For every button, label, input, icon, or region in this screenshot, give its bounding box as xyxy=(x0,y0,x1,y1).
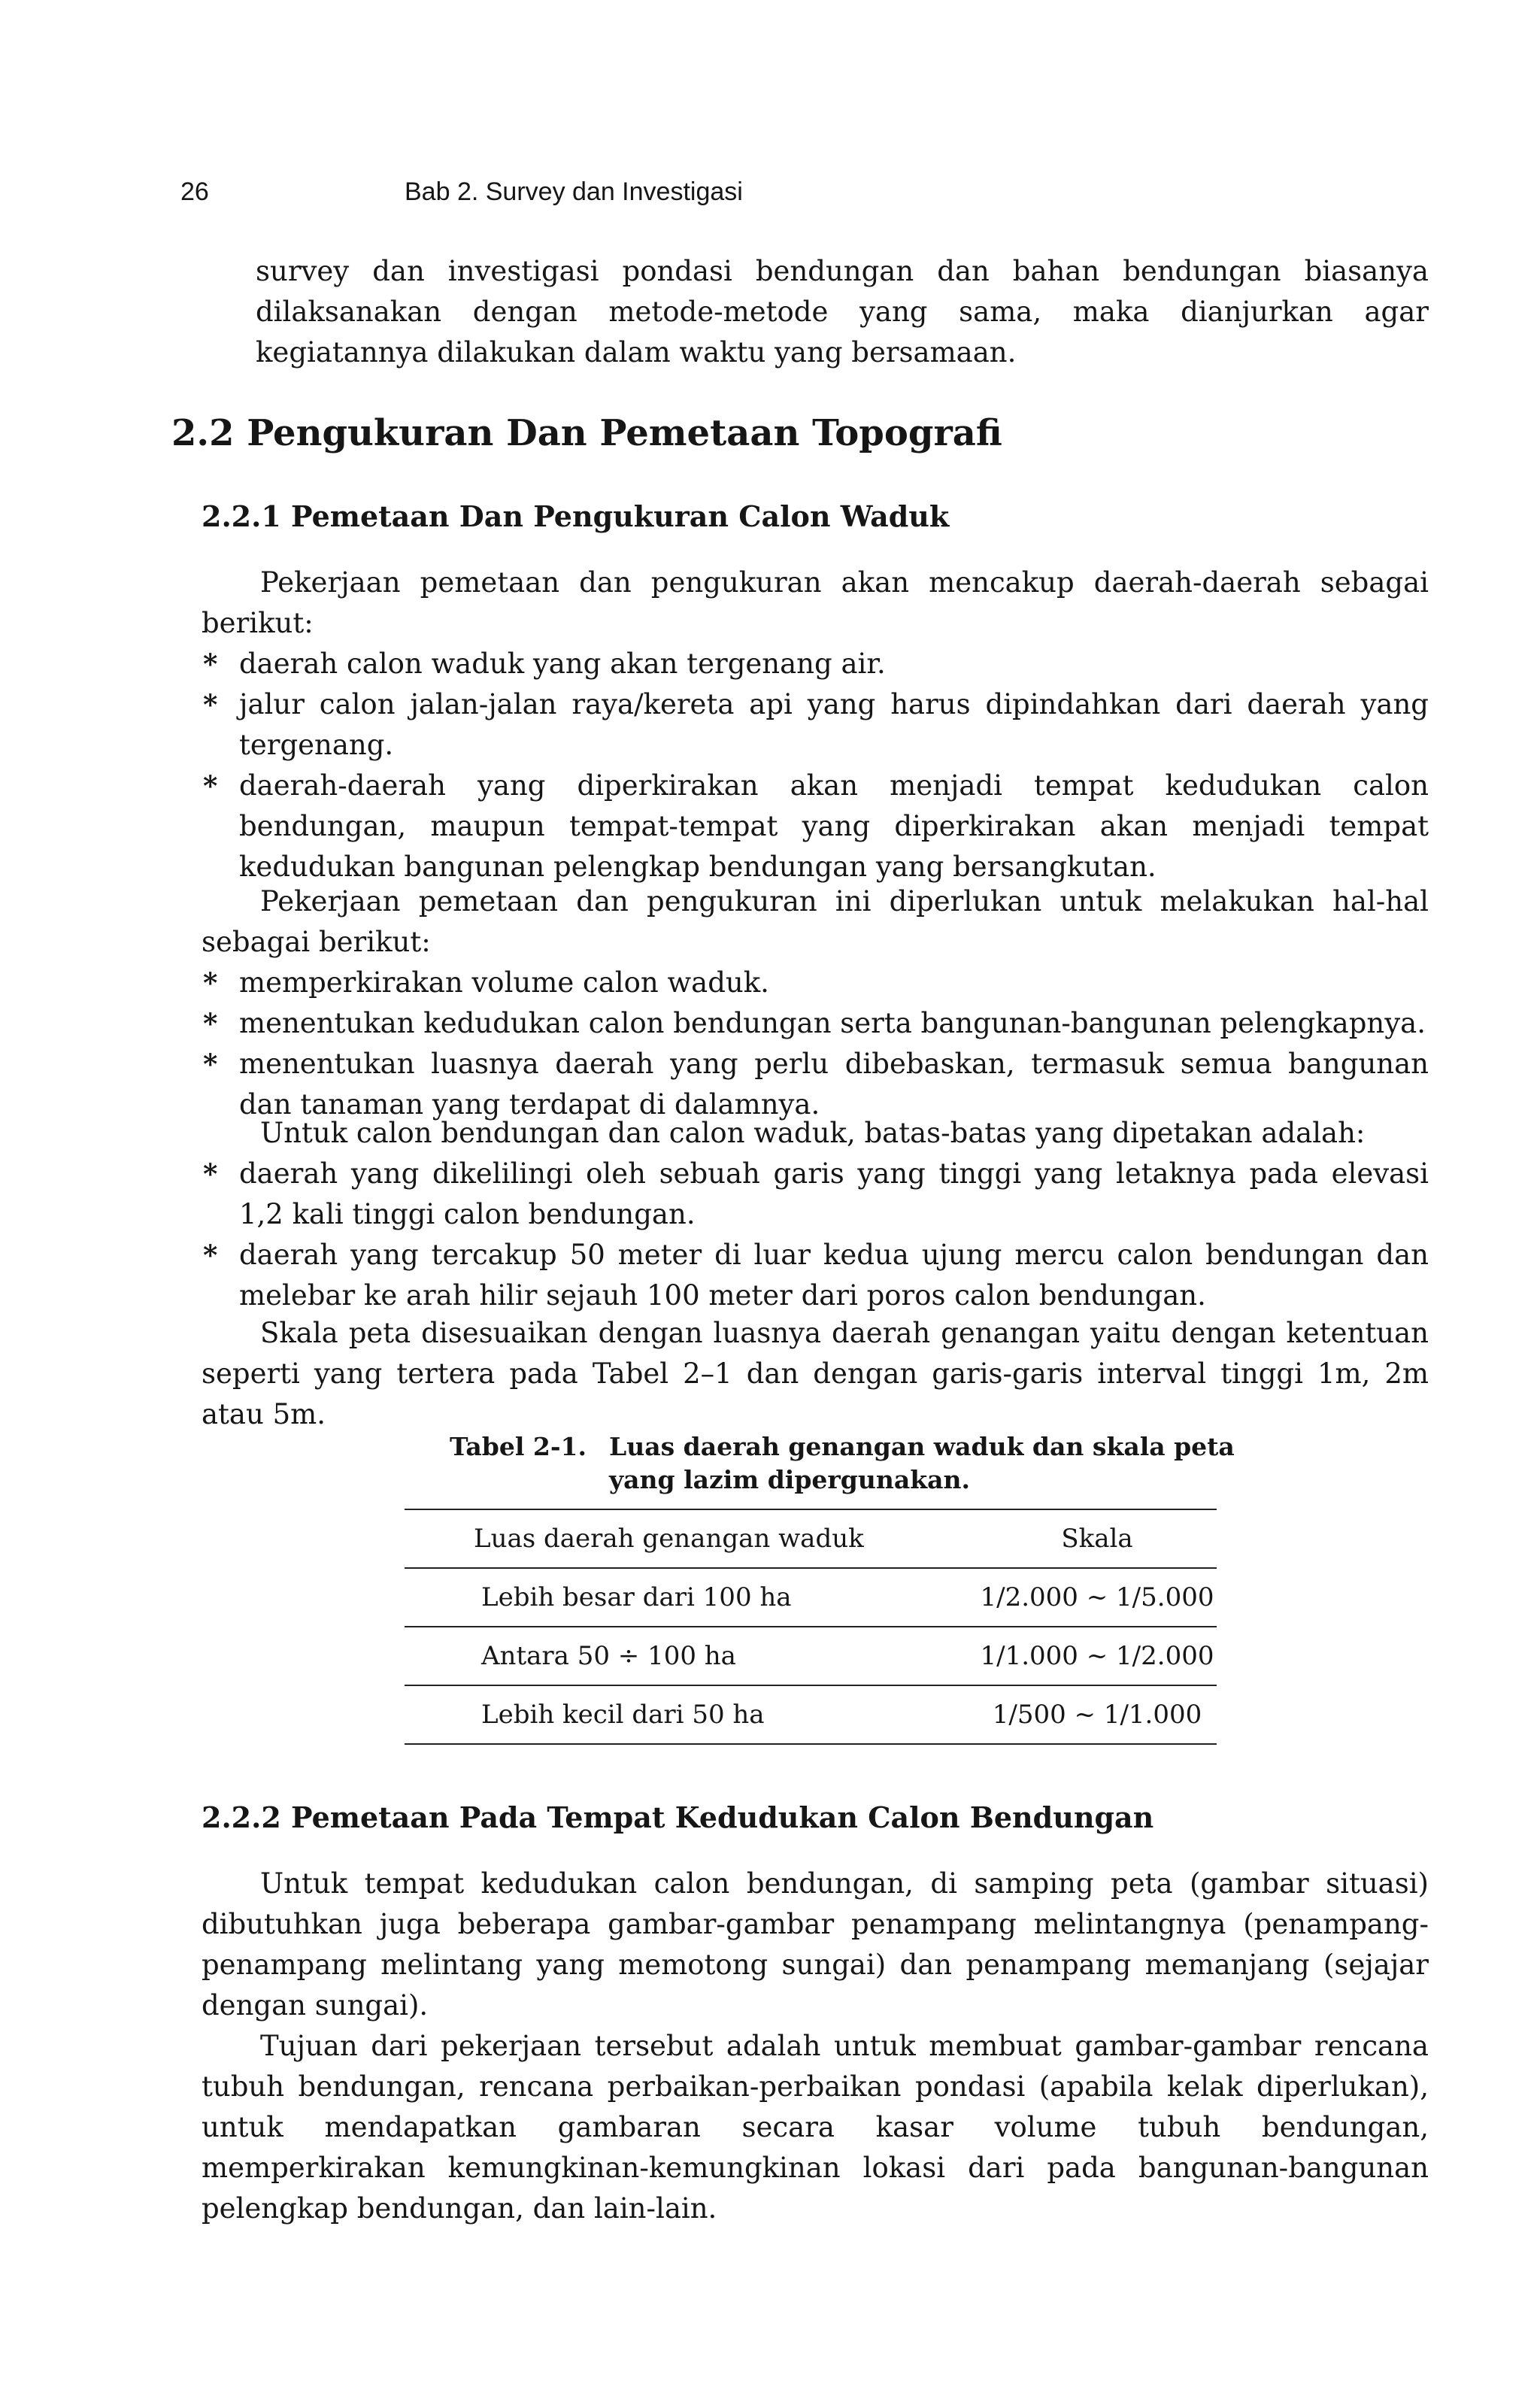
bullet-mark: * xyxy=(203,1048,218,1081)
bullet-list-boundaries xyxy=(202,1154,1429,1316)
table-cell-scale: 1/500 ~ 1/1.000 xyxy=(978,1685,1217,1744)
list-item-text: daerah yang tercakup 50 meter di luar kedua ujung mercu calon bendungan dan melebar ke arah hilir sejauh 100 meter dari poros calon bendungan. xyxy=(239,1239,1429,1312)
table-row xyxy=(405,1627,1217,1685)
column-header-area: Luas daerah genangan waduk xyxy=(405,1509,978,1568)
reservoir-scale-table xyxy=(405,1509,1217,1745)
list-item-text: daerah-daerah yang diperkirakan akan menjadi tempat kedudukan calon bendungan, maupun tempat-tempat yang diperkirakan akan menjadi tempat kedudukan bangunan pelengkap bendungan yang bersangkutan. xyxy=(239,769,1429,883)
table-label: Tabel 2-1. xyxy=(450,1432,587,1461)
paragraph-map-scale: Skala peta disesuaikan dengan luasnya daerah genangan yaitu dengan ketentuan seperti yang tertera pada Tabel 2–1 dan dengan garis-garis interval tinggi 1m, 2m atau 5m. xyxy=(202,1317,1429,1430)
intro-paragraph: survey dan investigasi pondasi bendungan dan bahan bendungan biasanya dilaksanakan dengan metode-metode yang sama, maka dianjurkan agar kegiatannya dilakukan dalam waktu yang bersamaan. xyxy=(256,255,1429,369)
running-head: Bab 2. Survey dan Investigasi xyxy=(405,177,743,206)
bullet-list-purposes xyxy=(202,963,1429,1125)
page-number: 26 xyxy=(180,177,209,206)
table-cell-area: Antara 50 ÷ 100 ha xyxy=(405,1627,978,1685)
list-item xyxy=(202,766,1429,887)
table-row xyxy=(405,1685,1217,1744)
list-item xyxy=(202,1003,1429,1044)
table-cell-scale: 1/1.000 ~ 1/2.000 xyxy=(978,1627,1217,1685)
column-header-scale: Skala xyxy=(978,1509,1217,1568)
list-item-text: menentukan luasnya daerah yang perlu dibebaskan, termasuk semua bangunan dan tanaman yang terdapat di dalamnya. xyxy=(239,1048,1429,1121)
list-item-text: memperkirakan volume calon waduk. xyxy=(239,966,769,999)
table-title-line-1: Luas daerah genangan waduk dan skala peta xyxy=(609,1432,1235,1461)
paragraph-boundaries: Untuk calon bendungan dan calon waduk, batas-batas yang dipetakan adalah: xyxy=(260,1117,1366,1149)
list-item-text: menentukan kedudukan calon bendungan serta bangunan-bangunan pelengkapnya. xyxy=(239,1007,1426,1039)
list-item xyxy=(202,1235,1429,1316)
list-item xyxy=(202,684,1429,766)
paragraph-mapping-purpose: Pekerjaan pemetaan dan pengukuran ini diperlukan untuk melakukan hal-hal sebagai berikut: xyxy=(202,885,1429,958)
bullet-mark: * xyxy=(203,769,218,802)
list-item xyxy=(202,963,1429,1003)
bullet-mark: * xyxy=(203,1007,218,1040)
paragraph-mapping-scope: Pekerjaan pemetaan dan pengukuran akan mencakup daerah-daerah sebagai berikut: xyxy=(202,566,1429,639)
subsection-heading-2-2-1: 2.2.1 Pemetaan Dan Pengukuran Calon Waduk xyxy=(202,499,950,533)
list-item xyxy=(202,1154,1429,1235)
section-heading: 2.2 Pengukuran Dan Pemetaan Topografi xyxy=(171,412,1002,454)
table-header-row xyxy=(405,1509,1217,1568)
table-cell-area: Lebih besar dari 100 ha xyxy=(405,1568,978,1627)
table-caption xyxy=(450,1430,1277,1497)
table-title-line-2: yang lazim dipergunakan. xyxy=(609,1465,970,1494)
paragraph-dam-purpose: Tujuan dari pekerjaan tersebut adalah untuk membuat gambar-gambar rencana tubuh bendungan, rencana perbaikan-perbaikan pondasi (apabila kelak diperlukan), untuk mendapatkan gambaran secara kasar volume tubuh bendungan, memperkirakan kemungkinan-kemungkinan lokasi dari pada bangunan-bangunan pelengkap bendungan, dan lain-lain. xyxy=(202,2030,1429,2225)
bullet-list-areas xyxy=(202,644,1429,887)
list-item xyxy=(202,644,1429,684)
bullet-mark: * xyxy=(203,1239,218,1272)
subsection-heading-2-2-2: 2.2.2 Pemetaan Pada Tempat Kedudukan Calon Bendungan xyxy=(202,1800,1154,1834)
table-cell-scale: 1/2.000 ~ 1/5.000 xyxy=(978,1568,1217,1627)
list-item-text: jalur calon jalan-jalan raya/kereta api yang harus dipindahkan dari daerah yang tergenang. xyxy=(239,688,1429,761)
paragraph-dam-site: Untuk tempat kedudukan calon bendungan, di samping peta (gambar situasi) dibutuhkan juga beberapa gambar-gambar penampang melintangnya (penampang-penampang melintang yang memotong sungai) dan penampang memanjang (sejajar dengan sungai). xyxy=(202,1867,1429,2022)
bullet-mark: * xyxy=(203,648,218,681)
list-item-text: daerah calon waduk yang akan tergenang air. xyxy=(239,648,886,680)
list-item-text: daerah yang dikelilingi oleh sebuah garis yang tinggi yang letaknya pada elevasi 1,2 kali tinggi calon bendungan. xyxy=(239,1157,1429,1230)
table-row xyxy=(405,1568,1217,1627)
bullet-mark: * xyxy=(203,966,218,999)
table-cell-area: Lebih kecil dari 50 ha xyxy=(405,1685,978,1744)
bullet-mark: * xyxy=(203,1157,218,1190)
bullet-mark: * xyxy=(203,688,218,721)
